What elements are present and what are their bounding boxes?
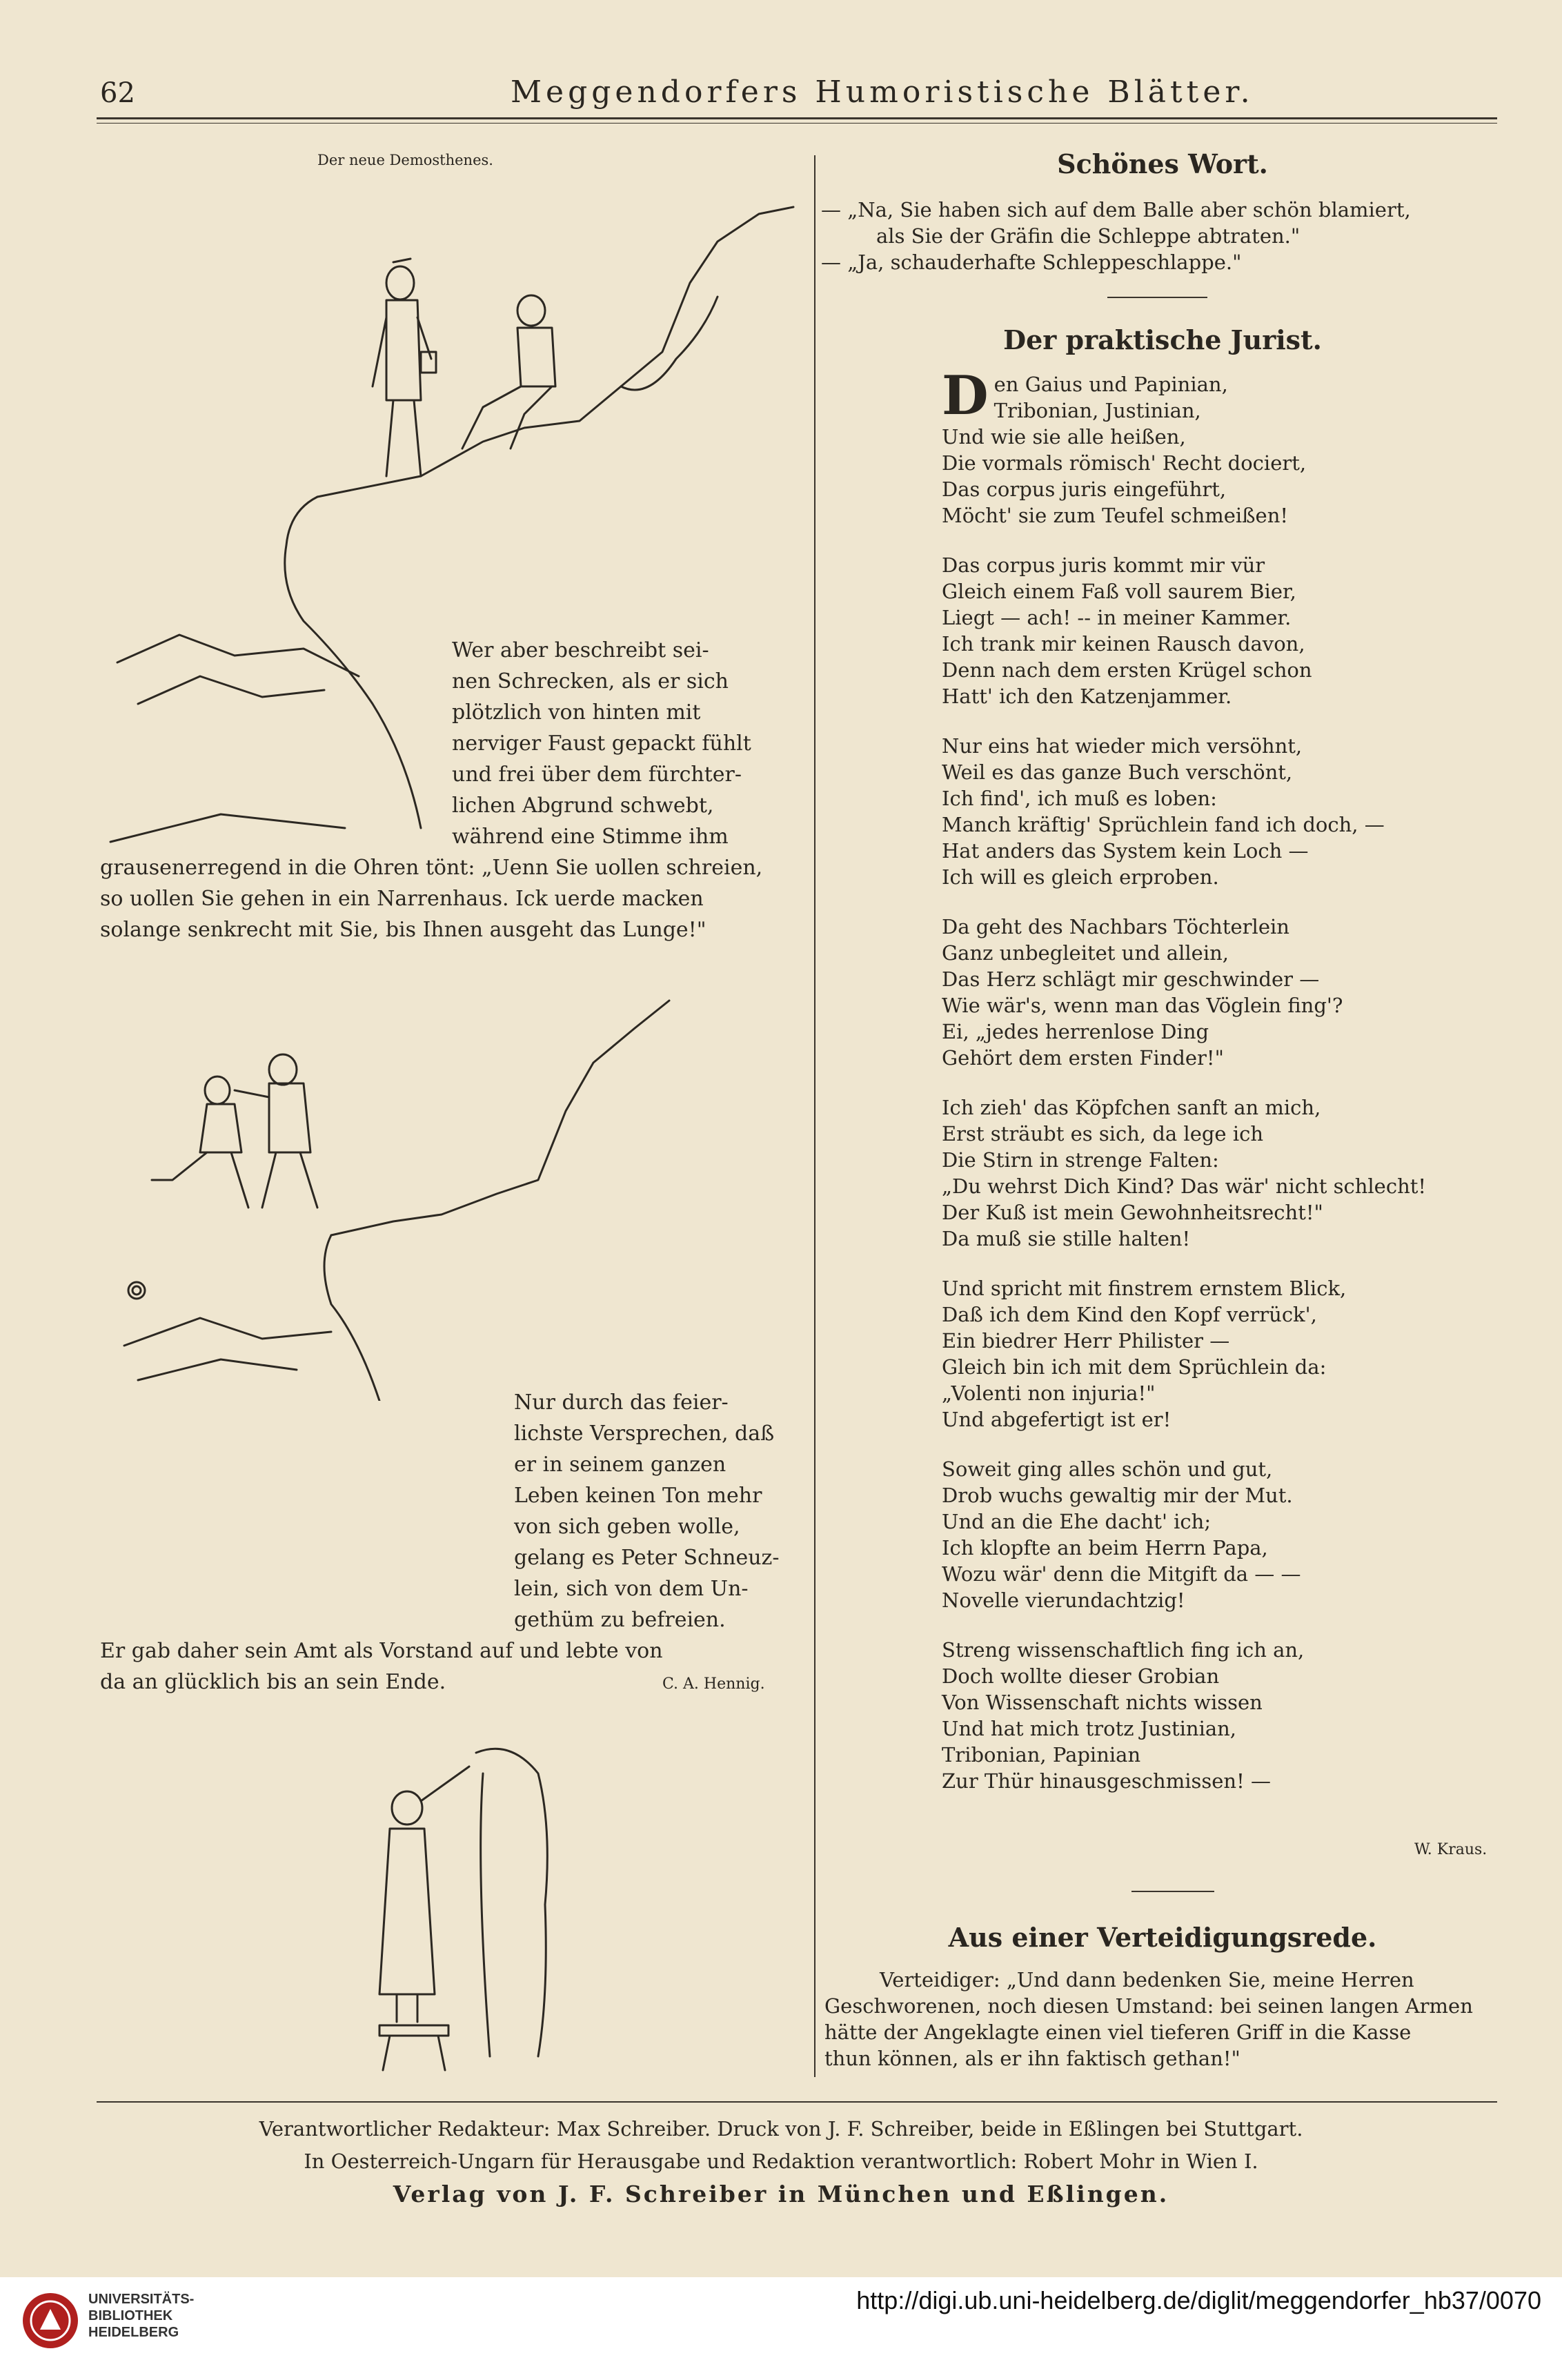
text-line: so uollen Sie gehen in ein Narrenhaus. Ick uerde macken xyxy=(100,887,704,911)
poem-line-text: „Volenti non injuria!" xyxy=(942,1381,1156,1405)
poem-line-text: Da geht des Nachbars Töchterlein xyxy=(942,915,1289,938)
signature-kraus: W. Kraus. xyxy=(1414,1841,1487,1858)
poem-line xyxy=(942,657,1494,683)
poem-line xyxy=(942,812,1494,838)
poem-line xyxy=(942,1742,1494,1768)
poem-line-text: Und wie sie alle heißen, xyxy=(942,425,1186,449)
poem-line xyxy=(942,1768,1494,1794)
poem-stanza xyxy=(942,364,1494,529)
poem-line-text: Soweit ging alles schön und gut, xyxy=(942,1457,1273,1481)
dialogue-line: Verteidiger: „Und dann bedenken Sie, meine Herren xyxy=(880,1968,1414,1991)
poem-line xyxy=(942,1121,1494,1147)
poem-line-text: Hat anders das System kein Loch — xyxy=(942,839,1309,863)
poem-line xyxy=(942,966,1494,992)
poem-line xyxy=(942,604,1494,631)
poem-line xyxy=(942,1275,1494,1301)
footer-rule xyxy=(97,2101,1497,2103)
dialogue-schoenes-wort xyxy=(821,197,1504,275)
poem-line xyxy=(942,1561,1494,1587)
poem-line xyxy=(942,450,1494,476)
section-divider xyxy=(1107,297,1207,298)
poem-line-text: Hatt' ich den Katzenjammer. xyxy=(942,685,1232,708)
text-line: nerviger Faust gepackt fühlt xyxy=(452,731,751,756)
poem-line xyxy=(942,1226,1494,1252)
poem-line-text: Das corpus juris eingeführt, xyxy=(942,478,1227,501)
library-name-line: HEIDELBERG xyxy=(88,2325,179,2340)
poem-line xyxy=(942,914,1494,940)
title-aus-einer-verteidigungsrede: Aus einer Verteidigungsrede. xyxy=(948,1922,1377,1953)
text-line: Nur durch das feier- xyxy=(514,1390,729,1415)
library-name-line: UNIVERSITÄTS- xyxy=(88,2292,195,2307)
illustration-cliff-middle xyxy=(97,973,800,1401)
poem-line xyxy=(942,1019,1494,1045)
poem-line xyxy=(942,1637,1494,1663)
poem-line-text: Erst sträubt es sich, da lege ich xyxy=(942,1122,1264,1145)
poem-line xyxy=(942,1715,1494,1742)
poem-line-text: Da muß sie stille halten! xyxy=(942,1227,1191,1250)
poem-line-text: Tribonian, Justinian, xyxy=(993,399,1201,422)
dialogue-line: Geschworenen, noch diesen Umstand: bei seinen langen Armen xyxy=(824,1994,1473,2018)
poem-line-text: Der Kuß ist mein Gewohnheitsrecht!" xyxy=(942,1201,1323,1224)
poem-line xyxy=(942,864,1494,890)
poem-line-text: Wozu wär' denn die Mitgift da — — xyxy=(942,1562,1301,1586)
poem-line-text: Und an die Ehe dacht' ich; xyxy=(942,1510,1212,1533)
text-line: Wer aber beschreibt sei- xyxy=(452,638,709,662)
text-line: er in seinem ganzen xyxy=(514,1453,726,1477)
dialogue-line: — „Na, Sie haben sich auf dem Balle aber schön blamiert, xyxy=(821,198,1411,222)
signature-hennig: C. A. Hennig. xyxy=(662,1675,765,1693)
poem-line-text: Denn nach dem ersten Krügel schon xyxy=(942,658,1312,682)
poem-line xyxy=(942,1456,1494,1482)
poem-line xyxy=(942,992,1494,1019)
title-schoenes-wort: Schönes Wort. xyxy=(1057,148,1268,179)
poem-stanza xyxy=(942,1275,1494,1433)
imprint-line-2: In Oesterreich-Ungarn für Herausgabe und Redaktion verantwortlich: Robert Mohr in Wien I. xyxy=(304,2150,1258,2173)
story-paragraph-1-full xyxy=(100,852,811,945)
text-line: von sich geben wolle, xyxy=(514,1515,740,1539)
story-paragraph-1-wrapped xyxy=(452,635,811,852)
poem-line xyxy=(942,1328,1494,1354)
poem-line xyxy=(942,1199,1494,1226)
poem-line xyxy=(942,631,1494,657)
poem-line-text: Manch kräftig' Sprüchlein fand ich doch, — xyxy=(942,813,1385,836)
poem-line-text: „Du wehrst Dich Kind? Das wär' nicht schlecht! xyxy=(942,1174,1427,1198)
poem-line xyxy=(942,1663,1494,1689)
poem-line-text: Novelle vierundachtzig! xyxy=(942,1589,1185,1612)
dialogue-line: hätte der Angeklagte einen viel tieferen Griff in die Kasse xyxy=(824,2020,1412,2044)
poem-line-text: Ganz unbegleitet und allein, xyxy=(942,941,1229,965)
poem-line xyxy=(942,552,1494,578)
illustration-pedestal xyxy=(359,1732,580,2091)
text-line: solange senkrecht mit Sie, bis Ihnen ausgeht das Lunge!" xyxy=(100,918,706,942)
poem-line xyxy=(942,838,1494,864)
library-name-line: BIBLIOTHEK xyxy=(88,2308,173,2323)
poem-line-text: Und hat mich trotz Justinian, xyxy=(942,1717,1237,1740)
poem-line-text: Wie wär's, wenn man das Vöglein fing'? xyxy=(942,994,1343,1017)
poem-line-text: Tribonian, Papinian xyxy=(942,1743,1141,1767)
text-line: lichste Versprechen, daß xyxy=(514,1422,775,1446)
poem-line-text: Gehört dem ersten Finder!" xyxy=(942,1046,1224,1070)
text-line: gelang es Peter Schneuz- xyxy=(514,1546,780,1570)
poem-line-text: Gleich einem Faß voll saurem Bier, xyxy=(942,580,1296,603)
poem-line-text: Doch wollte dieser Grobian xyxy=(942,1664,1220,1688)
poem-line xyxy=(942,1508,1494,1535)
poem-stanza xyxy=(942,552,1494,709)
dialogue-line: — „Ja, schauderhafte Schleppeschlappe." xyxy=(821,250,1242,274)
text-line: lichen Abgrund schwebt, xyxy=(452,794,714,818)
poem-line-text: Gleich bin ich mit dem Sprüchlein da: xyxy=(942,1355,1327,1379)
poem-line-text: Weil es das ganze Buch verschönt, xyxy=(942,760,1293,784)
story-paragraph-2-wrapped xyxy=(514,1387,811,1635)
poem-line xyxy=(942,1301,1494,1328)
running-title: Meggendorfers Humoristische Blätter. xyxy=(511,75,1254,110)
poem-line-text: en Gaius und Papinian, xyxy=(993,373,1228,396)
page-number: 62 xyxy=(100,77,135,109)
poem-line xyxy=(942,1380,1494,1406)
text-line: da an glücklich bis an sein Ende. xyxy=(100,1670,446,1694)
poem-stanza xyxy=(942,914,1494,1071)
poem-line xyxy=(942,683,1494,709)
illustration-caption: Der neue Demosthenes. xyxy=(317,152,493,168)
text-line: plötzlich von hinten mit xyxy=(452,700,701,725)
source-url-link[interactable]: http://digi.ub.uni-heidelberg.de/diglit/meggendorfer_hb37/0070 xyxy=(856,2286,1541,2314)
poem-line-text: Und spricht mit finstrem ernstem Blick, xyxy=(942,1277,1347,1300)
poem-line xyxy=(942,1535,1494,1561)
poem-line-text: Ein biedrer Herr Philister — xyxy=(942,1329,1230,1353)
poem-der-praktische-jurist xyxy=(942,364,1494,1818)
poem-line-text: Nur eins hat wieder mich versöhnt, xyxy=(942,734,1303,758)
poem-line-text: Und abgefertigt ist er! xyxy=(942,1408,1172,1431)
header-rule-thin xyxy=(97,123,1497,124)
imprint-line-3: Verlag von J. F. Schreiber in München und Eßlingen. xyxy=(393,2181,1169,2207)
poem-line-text: Ich will es gleich erproben. xyxy=(942,865,1219,889)
poem-line-text: Liegt — ach! -- in meiner Kammer. xyxy=(942,606,1292,629)
poem-line-text: Drob wuchs gewaltig mir der Mut. xyxy=(942,1484,1293,1507)
poem-line xyxy=(942,476,1494,502)
text-line: Leben keinen Ton mehr xyxy=(514,1484,762,1508)
poem-line xyxy=(942,1689,1494,1715)
poem-stanza xyxy=(942,1456,1494,1613)
poem-line xyxy=(942,733,1494,759)
library-seal-icon xyxy=(19,2290,81,2352)
section-divider xyxy=(1131,1891,1214,1892)
text-line: grausenerregend in die Ohren tönt: „Uenn Sie uollen schreien, xyxy=(100,856,763,880)
dialogue-line: als Sie der Gräfin die Schleppe abtraten." xyxy=(876,224,1301,248)
poem-line xyxy=(942,397,1494,424)
poem-line xyxy=(942,1094,1494,1121)
poem-line-text: Ich trank mir keinen Rausch davon, xyxy=(942,632,1305,656)
dialogue-verteidigungsrede xyxy=(824,1967,1501,2072)
drop-cap: D xyxy=(942,364,989,427)
poem-line-text: Zur Thür hinausgeschmissen! — xyxy=(942,1769,1271,1793)
poem-stanza xyxy=(942,1094,1494,1252)
library-name xyxy=(88,2291,194,2341)
poem-line xyxy=(942,424,1494,450)
text-line: Er gab daher sein Amt als Vorstand auf und lebte von xyxy=(100,1639,663,1663)
poem-line xyxy=(942,940,1494,966)
poem-line-text: Möcht' sie zum Teufel schmeißen! xyxy=(942,504,1289,527)
dialogue-line: thun können, als er ihn faktisch gethan!" xyxy=(824,2047,1240,2070)
column-divider xyxy=(814,155,815,2077)
poem-line xyxy=(942,578,1494,604)
text-line: nen Schrecken, als er sich xyxy=(452,669,729,694)
imprint-line-1: Verantwortlicher Redakteur: Max Schreiber. Druck von J. F. Schreiber, beide in Eßlingen bei Stuttgart. xyxy=(259,2117,1303,2141)
poem-stanza xyxy=(942,1637,1494,1794)
header-rule xyxy=(97,117,1497,119)
poem-line xyxy=(942,502,1494,529)
title-der-praktische-jurist: Der praktische Jurist. xyxy=(1003,324,1322,355)
poem-line xyxy=(942,1173,1494,1199)
poem-line-text: Ich klopfte an beim Herrn Papa, xyxy=(942,1536,1268,1560)
text-line: während eine Stimme ihm xyxy=(452,825,729,849)
text-line: gethüm zu befreien. xyxy=(514,1608,726,1632)
poem-line xyxy=(942,1587,1494,1613)
poem-line-text: Das corpus juris kommt mir vür xyxy=(942,553,1265,577)
poem-line xyxy=(942,1482,1494,1508)
poem-line-text: Daß ich dem Kind den Kopf verrück', xyxy=(942,1303,1317,1326)
poem-line xyxy=(942,759,1494,785)
poem-line xyxy=(942,785,1494,812)
poem-line-text: Von Wissenschaft nichts wissen xyxy=(942,1691,1263,1714)
poem-line xyxy=(942,1354,1494,1380)
text-line: und frei über dem fürchter- xyxy=(452,763,742,787)
poem-stanza xyxy=(942,733,1494,890)
poem-line-text: Ei, „jedes herrenlose Ding xyxy=(942,1020,1209,1043)
poem-line xyxy=(942,1406,1494,1433)
text-line: lein, sich von dem Un- xyxy=(514,1577,749,1601)
poem-line xyxy=(942,1045,1494,1071)
poem-line-text: Ich zieh' das Köpfchen sanft an mich, xyxy=(942,1096,1321,1119)
poem-line-text: Die vormals römisch' Recht dociert, xyxy=(942,451,1307,475)
poem-line-text: Ich find', ich muß es loben: xyxy=(942,787,1217,810)
poem-line-text: Das Herz schlägt mir geschwinder — xyxy=(942,967,1320,991)
poem-line-text: Die Stirn in strenge Falten: xyxy=(942,1148,1219,1172)
poem-line xyxy=(942,1147,1494,1173)
poem-line-text: Streng wissenschaftlich fing ich an, xyxy=(942,1638,1305,1662)
